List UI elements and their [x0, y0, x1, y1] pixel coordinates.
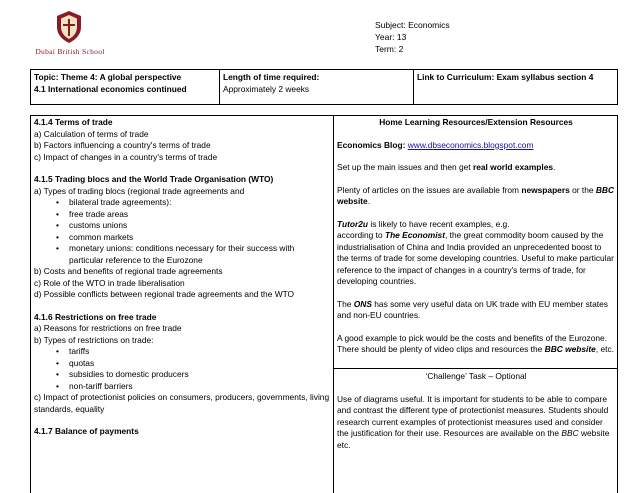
school-logo	[30, 9, 110, 59]
s3-item-b: b) Types of restrictions on trade:	[34, 334, 154, 345]
list-item: • bilateral trade agreements):	[34, 197, 330, 209]
list-item: • non-tariff barriers	[34, 381, 330, 393]
resource-para-2: Plenty of articles on the issues are available from newspapers or the BBC website.	[337, 184, 614, 206]
section-restrictions: 4.1.6 Restrictions on free trade	[34, 311, 157, 322]
school-name: Dubai British School	[35, 47, 105, 56]
topic-subtitle: 4.1 International economics continued	[34, 83, 187, 94]
term-line: Term: 2	[375, 44, 404, 54]
curriculum-link: Link to Curriculum: Exam syllabus section 4	[417, 72, 594, 82]
blog-link[interactable]: www.dbseconomics.blogspot.com	[407, 139, 534, 150]
subject-line: Subject: Economics	[375, 20, 450, 30]
s1-item-b: b) Factors influencing a country's terms of trade	[34, 140, 211, 150]
resource-para-1: Set up the main issues and then get real world examples.	[337, 162, 556, 172]
list-item: • common markets	[34, 232, 330, 244]
challenge-task-body: Use of diagrams useful. It is important for students to be able to compare and contrast the different type of protectionist measures. Students should research current examples of protectionist measures used and consider the justification for their use. Resources are available on the BBC website etc.	[337, 393, 610, 450]
s2-item-c: c) Role of the WTO in trade liberalisation	[34, 277, 185, 288]
section-balance-of-payments: 4.1.7 Balance of payments	[34, 426, 139, 436]
section-terms-of-trade: 4.1.4 Terms of trade	[34, 117, 113, 127]
topic-cell	[34, 72, 218, 107]
resources-cell	[337, 117, 615, 367]
topic-title: Topic: Theme 4: A global perspective	[34, 72, 182, 82]
s3-item-c: c) Impact of protectionist policies on consumers, producers, governments, living standards, equality	[34, 392, 330, 414]
s3-item-a: a) Reasons for restrictions on free trade	[34, 323, 182, 333]
s1-item-a: a) Calculation of terms of trade	[34, 128, 149, 139]
list-item: • quotas	[34, 358, 330, 370]
s2-item-a: a) Types of trading blocs (regional trade agreements and	[34, 185, 245, 196]
resource-para-4: The ONS has some very useful data on UK trade with EU member states and non-EU countries.	[337, 298, 608, 320]
challenge-task-title: ‘Challenge’ Task – Optional	[425, 371, 527, 381]
crest-icon	[54, 9, 84, 45]
blog-line	[337, 140, 615, 152]
resource-para-5: A good example to pick would be the costs and benefits of the Eurozone. There should be plenty of video clips and resources the BBC website, etc.	[337, 332, 614, 354]
resources-title: Home Learning Resources/Extension Resources	[379, 117, 573, 127]
s1-item-c: c) Impact of changes in a country's terms of trade	[34, 151, 218, 162]
time-label: Length of time required:	[223, 72, 320, 82]
syllabus-column	[34, 117, 330, 493]
list-item: • free trade areas	[34, 209, 330, 221]
list-item: • tariffs	[34, 346, 330, 358]
s2-item-d: d) Possible conflicts between regional trade agreements and the WTO	[34, 289, 295, 299]
list-item: • subsidies to domestic producers	[34, 369, 330, 381]
restrictions-list	[34, 346, 330, 392]
year-line: Year: 13	[375, 32, 407, 42]
resource-para-3: Tutor2u is likely to have recent examples, e.g. according to The Economist, the great commodity boom caused by the industrialisation of China and India provided an unprecedented boost to the terms of trade for some developing countries. Useful to make particular reference to the impact of changes in a country's terms of trade, for developing countries.	[337, 218, 614, 286]
list-item: • customs unions	[34, 220, 330, 232]
time-cell	[223, 72, 411, 107]
trading-blocs-list	[34, 197, 330, 266]
challenge-task-cell	[337, 371, 615, 493]
document-meta	[375, 19, 450, 55]
list-item: • monetary unions: conditions necessary for their success with particular reference to the Eurozone	[34, 243, 330, 266]
s2-item-b: b) Costs and benefits of regional trade agreements	[34, 266, 223, 276]
time-value: Approximately 2 weeks	[223, 83, 310, 94]
blog-label: Economics Blog:	[337, 139, 408, 150]
section-trading-blocs: 4.1.5 Trading blocs and the World Trade Organisation (WTO)	[34, 174, 274, 184]
curriculum-cell	[417, 72, 615, 107]
